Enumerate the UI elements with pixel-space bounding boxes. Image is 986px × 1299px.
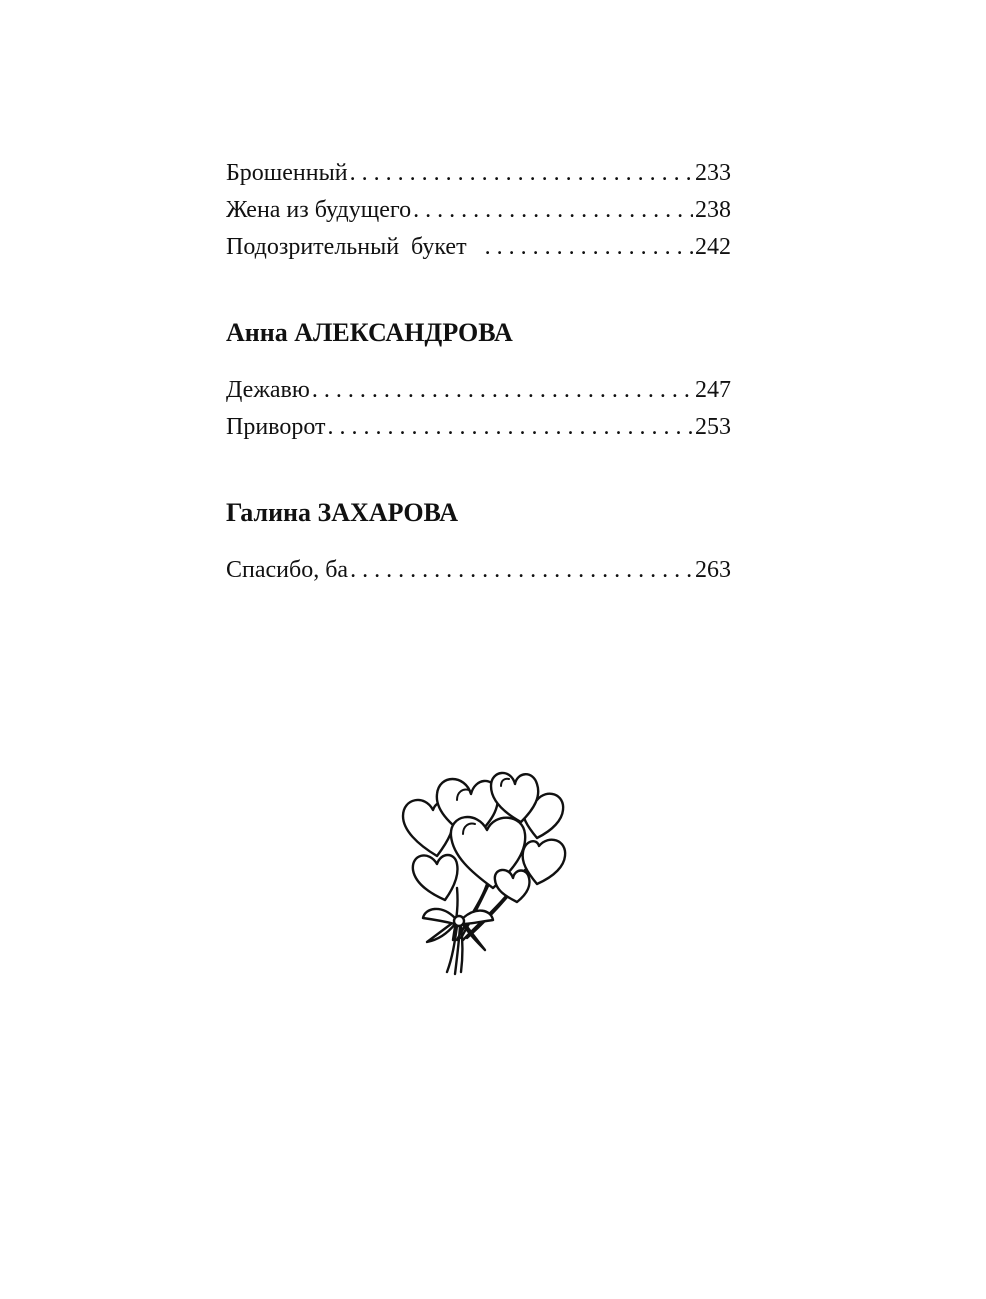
heart-balloons-bouquet-icon [397, 760, 587, 980]
toc-section-continued [226, 155, 731, 266]
toc-entry[interactable] [226, 155, 731, 192]
toc-section-author [226, 496, 731, 589]
dot-leader [328, 409, 693, 446]
dot-leader [350, 155, 693, 192]
toc-section-author [226, 316, 731, 446]
table-of-contents [226, 155, 731, 589]
toc-entry[interactable] [226, 192, 731, 229]
author-heading [226, 316, 731, 350]
author-last-name: ЗАХАРОВА [317, 498, 459, 527]
toc-entry-title: Спасибо, ба [226, 557, 349, 583]
author-heading [226, 496, 731, 530]
author-first-name: Галина [226, 498, 312, 527]
toc-entry[interactable] [226, 552, 731, 589]
toc-entry[interactable] [226, 409, 731, 446]
toc-entry[interactable] [226, 372, 731, 409]
toc-entry-page: 233 [695, 160, 731, 186]
author-first-name: Анна [226, 318, 288, 347]
toc-entry-page: 263 [695, 557, 731, 583]
toc-entry-title: Дежавю [226, 377, 310, 403]
dot-leader [413, 192, 693, 229]
toc-entry-title: Подозрительный букет [226, 234, 467, 260]
toc-entry-page: 247 [695, 377, 731, 403]
toc-entry-title: Брошенный [226, 160, 348, 186]
toc-entry-page: 238 [695, 197, 731, 223]
dot-leader [312, 372, 693, 409]
dot-leader [350, 552, 693, 589]
dot-leader [485, 229, 693, 266]
toc-entry-title: Приворот [226, 414, 326, 440]
toc-entry-title: Жена из будущего [226, 197, 412, 223]
toc-entry-page: 253 [695, 414, 731, 440]
toc-entry[interactable] [226, 229, 731, 266]
toc-entry-page: 242 [695, 234, 731, 260]
author-last-name: АЛЕКСАНДРОВА [294, 318, 513, 347]
